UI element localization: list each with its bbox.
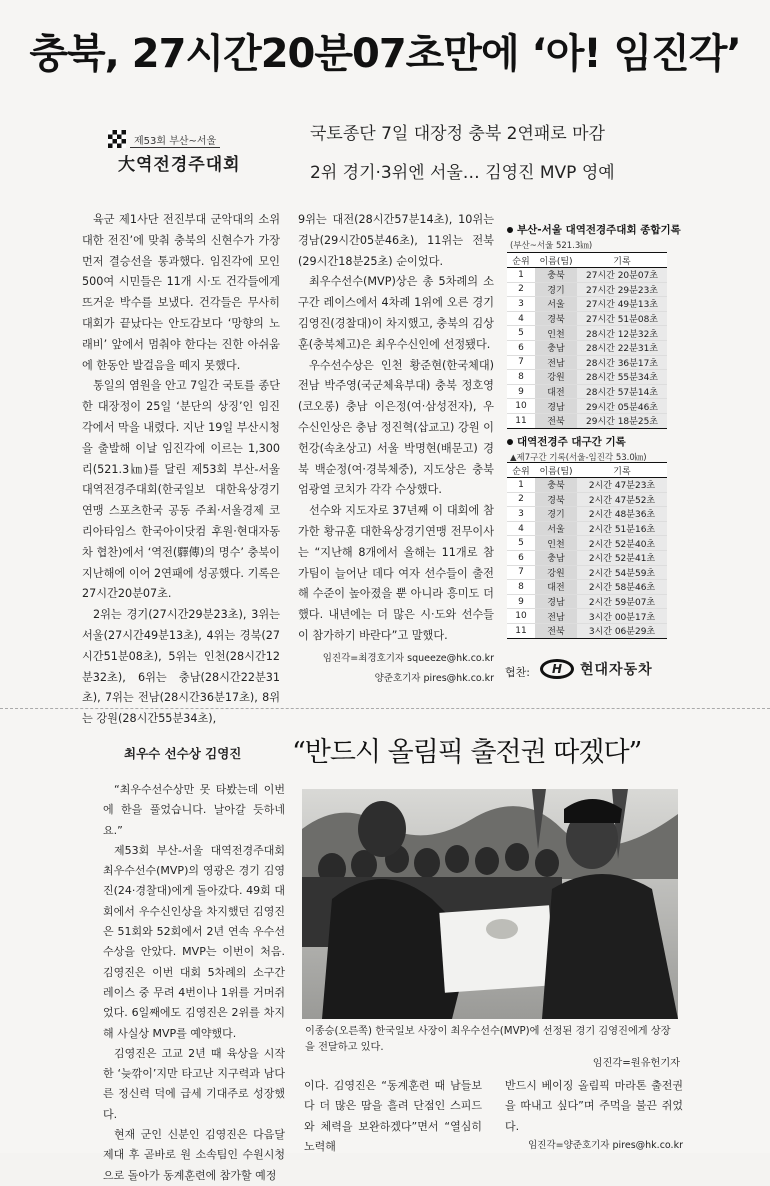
reporter-credit: 임진각=최경호기자 squeeze@hk.co.kr [322, 652, 494, 664]
feature-paragraph: 반드시 베이징 올림픽 마라톤 출전권을 따내고 싶다”며 주먹을 불끈 쥐었다. [505, 1079, 683, 1133]
table-row [507, 268, 667, 283]
team-cell: 대전 [535, 384, 577, 399]
rank-cell: 2 [507, 282, 535, 297]
section-divider [0, 708, 770, 709]
table-row [507, 355, 667, 370]
sponsor-logo [540, 657, 653, 681]
table-row [507, 536, 667, 551]
feature-column-2 [304, 1076, 482, 1157]
record-cell: 2시간 58분46초 [577, 580, 667, 595]
team-cell: 인천 [535, 536, 577, 551]
rank-cell: 4 [507, 311, 535, 326]
rank-cell: 8 [507, 580, 535, 595]
event-logo [108, 130, 258, 182]
record-cell: 27시간 29분23초 [577, 282, 667, 297]
record-cell: 29시간 18분25초 [577, 413, 667, 428]
rank-cell: 6 [507, 550, 535, 565]
team-cell: 인천 [535, 326, 577, 341]
team-cell: 충북 [535, 478, 577, 493]
sponsor-brand: 현대자동차 [580, 662, 653, 678]
col-header-team: 이름(팀) [535, 463, 577, 478]
rank-cell: 6 [507, 340, 535, 355]
subheadline-1: 국토종단 7일 대장정 충북 2연패로 마감 [310, 124, 605, 144]
award-photo [302, 789, 678, 1019]
table-row [507, 370, 667, 385]
article-paragraph: 2위는 경기(27시간29분23초), 3위는 서울(27시간49분13초), 4위는 경북(27시간51분08초), 5위는 인천(28시간12분32초), 6위는 충남(28시간22분31초), 7위는 전남(28시간36분17초), 8위는 강원(28시간55분34초), [82, 608, 280, 726]
record-cell: 27시간 20분07초 [577, 268, 667, 283]
record-cell: 3시간 00분17초 [577, 609, 667, 624]
rank-cell: 2 [507, 492, 535, 507]
table-row [507, 297, 667, 312]
sponsor-label: 협찬: [505, 666, 530, 679]
rank-cell: 4 [507, 521, 535, 536]
table-row [507, 399, 667, 414]
table2-subtitle: ▲제7구간 기록(서울-임진각 53.0㎞) [510, 453, 647, 463]
col-header-team: 이름(팀) [535, 253, 577, 268]
rank-cell: 11 [507, 623, 535, 638]
feature-paragraph: 제53회 부산-서울 대역전경주대회 최우수선수(MVP)의 영광은 경기 김영진(24·경찰대)에게 돌아갔다. 49회 대회에서 우수신인상을 차지했던 김영진은 51회와 52회에서 2년 연속 우수선수상을 안았다. MVP는 이번이 처음. 김영진은 이번 대회 5차례의 소구간 레이스 중 무려 4번이나 1위를 거머쥐었다. 6일째에도 김영진은 2위를 차지해 사실상 MVP를 예약했다. [103, 843, 285, 1040]
table-row [507, 492, 667, 507]
record-cell: 28시간 12분32초 [577, 326, 667, 341]
table-row [507, 550, 667, 565]
rank-cell: 8 [507, 370, 535, 385]
team-cell: 전남 [535, 609, 577, 624]
record-cell: 2시간 52분41초 [577, 550, 667, 565]
feature-label: 최우수 선수상 김영진 [124, 746, 242, 761]
feature-paragraph: “최우수선수상만 못 타봤는데 이번에 한을 풀었습니다. 날아갈 듯하네요.” [103, 783, 285, 837]
record-cell: 28시간 55분34초 [577, 370, 667, 385]
rank-cell: 1 [507, 478, 535, 493]
photo-caption [305, 1024, 680, 1072]
table-row [507, 609, 667, 624]
record-cell: 27시간 51분08초 [577, 311, 667, 326]
article-column-1 [82, 210, 280, 730]
team-cell: 경북 [535, 492, 577, 507]
team-cell: 충북 [535, 268, 577, 283]
event-logo-line2: 大역전경주대회 [118, 155, 241, 175]
record-cell: 2시간 52분40초 [577, 536, 667, 551]
checkered-flag-icon [108, 130, 126, 148]
table-row [507, 282, 667, 297]
rank-cell: 9 [507, 384, 535, 399]
record-cell: 28시간 22분31초 [577, 340, 667, 355]
award-ceremony-image [302, 789, 678, 1019]
record-cell: 2시간 59분07초 [577, 594, 667, 609]
record-cell: 27시간 49분13초 [577, 297, 667, 312]
record-cell: 2시간 47분52초 [577, 492, 667, 507]
team-cell: 서울 [535, 521, 577, 536]
record-cell: 2시간 54분59초 [577, 565, 667, 580]
article-paragraph: 최우수선수(MVP)상은 총 5차례의 소구간 레이스에서 4차례 1위에 오른 경기 김영진(경찰대)이 차지했고, 충북의 김상훈(충북체고)은 최우수신인에 선정됐다. [298, 275, 494, 351]
col-header-rank: 순위 [507, 463, 535, 478]
hyundai-logo-icon: H [540, 659, 574, 679]
overall-record-table [507, 252, 667, 429]
table2-title: 대역전경주 대구간 기록 [507, 434, 626, 449]
record-cell: 2시간 51분16초 [577, 521, 667, 536]
record-cell: 28시간 57분14초 [577, 384, 667, 399]
team-cell: 강원 [535, 370, 577, 385]
table-row [507, 507, 667, 522]
team-cell: 충남 [535, 550, 577, 565]
reporter-credit: 임진각=양준호기자 pires@hk.co.kr [528, 1139, 683, 1151]
article-paragraph: 9위는 대전(28시간57분14초), 10위는 경남(29시간05분46초), 11위는 전북(29시간18분25초) 순이었다. [298, 213, 494, 268]
feature-paragraph: 김영진은 고교 2년 때 육상을 시작한 ‘늦깎이’지만 타고난 지구력과 남다른 정신력 덕에 급세 기대주로 성장했다. [103, 1046, 285, 1121]
team-cell: 경기 [535, 507, 577, 522]
record-cell: 2시간 47분23초 [577, 478, 667, 493]
team-cell: 서울 [535, 297, 577, 312]
rank-cell: 1 [507, 268, 535, 283]
section-record-table [507, 462, 667, 639]
reporter-credit: 양준호기자 pires@hk.co.kr [374, 672, 494, 684]
headline: 충북, 27시간20분07초만에 ‘아! 임진각’ [29, 31, 741, 77]
rank-cell: 5 [507, 326, 535, 341]
col-header-record: 기록 [577, 253, 667, 268]
feature-paragraph: 이다. 김영진은 “동계훈련 때 남들보다 더 많은 땀을 흘려 단점인 스피드와 체력을 보완하겠다”면서 “열심히 노력해 [304, 1079, 482, 1153]
table-row [507, 478, 667, 493]
record-cell: 3시간 06분29초 [577, 623, 667, 638]
rank-cell: 7 [507, 355, 535, 370]
article-paragraph: 육군 제1사단 전진부대 군악대의 소위대한 전진’에 맞춰 충북의 신현수가 가장 먼저 결승선을 통과했다. 임진각에 모인 500여 시민들은 11개 시·도 건각들에게 뜨거운 박수를 보냈다. 건각들은 무사히 대회가 끝났다는 안도감보다 ‘망향의 노래비’ 앞에서 멈춰야 한다는 진한 아쉬움에 한동안 발걸음을 떼지 못했다. [82, 213, 280, 372]
team-cell: 경남 [535, 594, 577, 609]
event-logo-line1: 제53회 부산~서울 [130, 132, 220, 148]
table-row [507, 580, 667, 595]
team-cell: 전남 [535, 355, 577, 370]
record-cell: 29시간 05분46초 [577, 399, 667, 414]
table-row [507, 384, 667, 399]
rank-cell: 7 [507, 565, 535, 580]
feature-paragraph: 현재 군인 신분인 김영진은 다음달 제대 후 곧바로 원 소속팀인 수원시청으로 돌아가 동계훈련에 참가할 예정 [103, 1128, 285, 1182]
rank-cell: 9 [507, 594, 535, 609]
article-paragraph: 선수와 지도자로 37년째 이 대회에 참가한 황규훈 대한육상경기연맹 전무이사는 “지난해 8개에서 올해는 11개로 참가팀이 늘어난 데다 여자 선수들이 출전해 수준이 높아졌을 뿐 아니라 흥미도 더했다. 내년에는 더 많은 시·도와 선수들이 참가하기 바란다”고 말했다. [298, 504, 494, 642]
record-cell: 2시간 48분36초 [577, 507, 667, 522]
photo-credit: 임진각=원유헌기자 [592, 1058, 680, 1069]
rank-cell: 5 [507, 536, 535, 551]
table-row [507, 521, 667, 536]
rank-cell: 10 [507, 609, 535, 624]
rank-cell: 11 [507, 413, 535, 428]
record-cell: 28시간 36분17초 [577, 355, 667, 370]
rank-cell: 10 [507, 399, 535, 414]
article-paragraph: 통일의 염원을 안고 7일간 국토를 종단한 대장정이 25일 ‘분단의 상징’인 임진각에서 막을 내렸다. 지난 19일 부산시청을 출발해 이날 임진각에 이르는 1,300리(521.3㎞)를 달린 제53회 부산-서울 대역전경주대회(한국일보 대한육상경기연맹 스포츠한국 공동 주최·서울경제 코리아타임스 한국아이닷컴 후원·현대자동차 협찬)에서 ‘역전(驛傳)의 명수’ 충북이 지난해에 이어 2연패에 성공했다. 기록은 27시간20분07초. [82, 379, 281, 601]
article-column-2 [298, 210, 494, 689]
team-cell: 전북 [535, 623, 577, 638]
table-row [507, 340, 667, 355]
table-row [507, 311, 667, 326]
table-row [507, 594, 667, 609]
subheadline-2: 2위 경기·3위엔 서울… 김영진 MVP 영예 [310, 163, 615, 183]
table-row [507, 413, 667, 428]
table-row [507, 565, 667, 580]
rank-cell: 3 [507, 297, 535, 312]
feature-column-1 [103, 780, 285, 1186]
table1-subtitle: (부산~서울 521.3㎞) [510, 241, 593, 251]
team-cell: 경기 [535, 282, 577, 297]
table-row [507, 623, 667, 638]
col-header-record: 기록 [577, 463, 667, 478]
team-cell: 경북 [535, 311, 577, 326]
team-cell: 충남 [535, 340, 577, 355]
table1-title: 부산-서울 대역전경주대회 종합기록 [507, 222, 681, 237]
article-paragraph: 우수선수상은 인천 황준현(한국체대) 전남 박주영(국군체육부대) 충북 정호영(코오롱) 충남 이은정(여·삼성전자), 우수신인상은 충남 정진혁(삽교고) 강원 이헌강(속초상고) 서울 박명현(배문고) 경북 백순정(여·경북체중), 지도상은 충북 엄광열 코치가 각각 수상했다. [298, 358, 494, 497]
photo-caption-text: 이종승(오른쪽) 한국일보 사장이 최우수선수(MVP)에 선정된 경기 김영진에게 상장을 전달하고 있다. [305, 1026, 671, 1053]
team-cell: 전북 [535, 413, 577, 428]
feature-headline: “반드시 올림픽 출전권 따겠다” [292, 737, 642, 768]
team-cell: 경남 [535, 399, 577, 414]
team-cell: 대전 [535, 580, 577, 595]
team-cell: 강원 [535, 565, 577, 580]
feature-column-3 [505, 1076, 683, 1155]
table-row [507, 326, 667, 341]
rank-cell: 3 [507, 507, 535, 522]
col-header-rank: 순위 [507, 253, 535, 268]
